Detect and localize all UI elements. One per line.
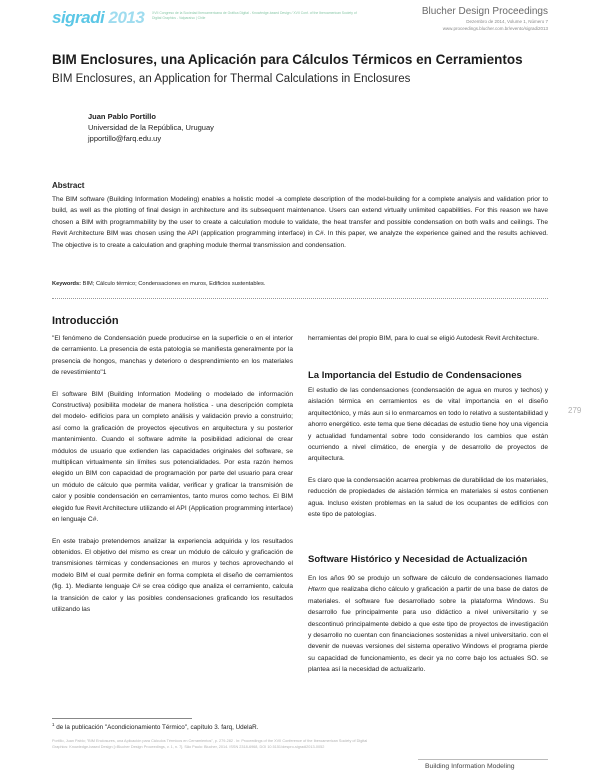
footnote xyxy=(52,722,258,731)
importance-paragraph: Es claro que la condensación acarrea problemas de durabilidad de los materiales, reducción de propiedades de aislación térmica en materiales si estos contienen agua. Incluso existen problemas en la salud de los ocupantes de edificios con este tipo de patologías. xyxy=(308,476,548,519)
footnote-text: de la publicación "Acondicionamiento Térmico", capítulo 3. farq, UdelaR. xyxy=(54,724,259,732)
footer-section-label: Building Information Modeling xyxy=(425,763,515,770)
software-text-start: En los años 90 se produjo un software de cálculo de condensaciones llamado xyxy=(308,575,548,582)
author-affiliation: Universidad de la República, Uruguay xyxy=(88,123,214,132)
software-name-hterm: Hterm xyxy=(308,586,326,594)
intro-heading: Introducción xyxy=(52,315,119,327)
footnote-marker: 1 xyxy=(52,722,55,727)
abstract-text: The BIM software (Building Information Modeling) enables a holistic model -a complete description of the model-building for a complete analysis and validation prior to build, as well as the plotting of final design in architecture and its subsequent maintenance. Users can extend virtually unlimited capabilities. For this reason we have chosen a BIM with programmability by the user to create a calculation module to validate, the heat transfer and possible condensation on both walls and ceilings. The Revit Architecture BIM was chosen using the API (application programming interface) in C#. In this paper, we analyze the experience gained and the results achieved. The objective is to create a calculation and graphing module thermal transmission and condensation. xyxy=(52,196,548,249)
footer-rule xyxy=(418,759,548,760)
citation-text: Portillo, Juan Pablo; "BIM Enclosures, una Aplicación para Cálculos Térmicos en Cerramientos", p. 279-282 . In: Proceedings of the XVII Conference of the Iberoamerican Society of Digital Graphics: Knowledge-based Design [=Blucher Design Proceedings, v. 1, n. 7]. São Paulo: Blucher, 2014. ISSN 2318-6968, DOI 10.5151/despro-sigradi2013-0052 xyxy=(52,739,368,749)
keywords-line xyxy=(52,281,265,287)
importance-body xyxy=(308,385,548,530)
conference-info: XVII Congreso de la Sociedad Iberoamericana de Gráfica Digital - Knowledge-based Design / XVII Conf. of the Iberoamerican Society of Digital Graphics - Valparaíso | Chile xyxy=(152,11,357,20)
intro-paragraph: En este trabajo pretendemos analizar la experiencia adquirida y los resultados obtenidos. El objetivo del mismo es crear un módulo de cálculo y graficación de transmisiones térmicas y condensaciones en muros y techos aprovechando el modelo BIM el cual permite definir en forma completa el diseño de cerramientos (fig. 1). Mediante lenguaje C# se crea código que analiza el cerramiento, calcula la transición de calor y las posibles condensaciones graficando los resultados utilizando las xyxy=(52,537,293,613)
author-name: Juan Pablo Portillo xyxy=(88,112,156,121)
section-divider xyxy=(52,298,548,299)
importance-heading: La Importancia del Estudio de Condensaciones xyxy=(308,370,522,381)
intro-paragraph: El software BIM (Building Information Modeling o modelado de información Constructiva) posibilita modelar de manera holística - una descripción completa del modelo- edificios para un completo análisis y validación previo a construirlo; así como la graficación de proyectos ejecutivos en arquitectura y su posterior mantenimiento. Cuando el software admite la posibilidad adicional de crear módulos de usuario que extienden las capacidades originales del software, se multiplican virtualmente sin límites sus potencialidades. Por esta razón hemos elegido un BIM con capacidad de programación por parte del usuario para crear un módulo de cálculo que permita validar, verificar y graficar la transmisión de calor y posible condensación en cerramientos, tanto muros como techos. El BIM elegido fue Revit Architecture utilizando el API (Application programming interface) en lenguaje C#. xyxy=(52,390,293,524)
conference-logo xyxy=(52,8,144,28)
software-heading: Software Histórico y Necesidad de Actualización xyxy=(308,554,528,565)
footnote-rule xyxy=(52,718,192,719)
proceedings-url[interactable]: www.proceedings.blucher.com.br/evento/sigradi2013 xyxy=(442,26,548,31)
abstract-heading: Abstract xyxy=(52,181,85,190)
software-text-end: que realizaba dicho cálculo y graficación a partir de una base de datos de materiales. el software fue desarrollado sobre la plataforma Windows. Su desarrollo fue principalmente para uso didáctico a nivel universitario y se descontinuó principalmente debido a que este tipo de proyectos de investigación y desarrollo no cuentan con financiaciones sostenidas a nivel universitario. con el devenir de nuevas versiones del sistema operativo Windows el programa pierde su capacidad de funcionamiento, es decir ya no corre bajo los actuales SO. se plantea así la necesidad de actualizarlo. xyxy=(308,586,548,674)
proceedings-title: Blucher Design Proceedings xyxy=(421,6,548,17)
logo-year-text: 2013 xyxy=(108,8,145,27)
logo-main-text: sigradi xyxy=(52,8,105,27)
intro-body xyxy=(52,333,293,625)
keywords-label: Keywords: xyxy=(52,281,82,287)
intro-continuation: herramientas del propio BIM, para lo cual se eligió Autodesk Revit Architecture. xyxy=(308,335,539,342)
page-number: 279 xyxy=(568,406,582,415)
author-email[interactable]: jpportillo@farq.edu.uy xyxy=(88,134,162,143)
keywords-text: BIM; Cálculo térmico; Condensaciones en muros, Edificios sustentables. xyxy=(82,281,266,287)
issue-info: Dezembro de 2014, Volume 1, Número 7 xyxy=(466,19,548,24)
author-block xyxy=(88,111,214,144)
paper-title-spanish: BIM Enclosures, una Aplicación para Cálculos Térmicos en Cerramientos xyxy=(52,52,523,67)
software-body xyxy=(308,573,548,676)
intro-paragraph: "El fenómeno de Condensación puede producirse en la superficie o en el interior de cerramiento. La presencia de esta patología se manifiesta generalmente por la presencia de hongos, manchas y deterioro o desprendimiento en los materiales de revestimiento"1 xyxy=(52,335,293,377)
paper-title-english: BIM Enclosures, an Application for Thermal Calculations in Enclosures xyxy=(52,73,411,85)
importance-paragraph: El estudio de las condensaciones (condensación de agua en muros y techos) y aislación térmica en cerramientos es de vital importancia en el diseño arquitectónico, y más aun si lo enmarcamos en todo lo relativo a sustentabilidad y ahorro energético. este tema que tiene décadas de estudio tiene hoy una vigencia y actualidad fundamental sobre todo considerando los cambios que están ocurriendo a nivel climático, de energía y de desarrollo de proyectos de arquitectura. xyxy=(308,387,548,463)
